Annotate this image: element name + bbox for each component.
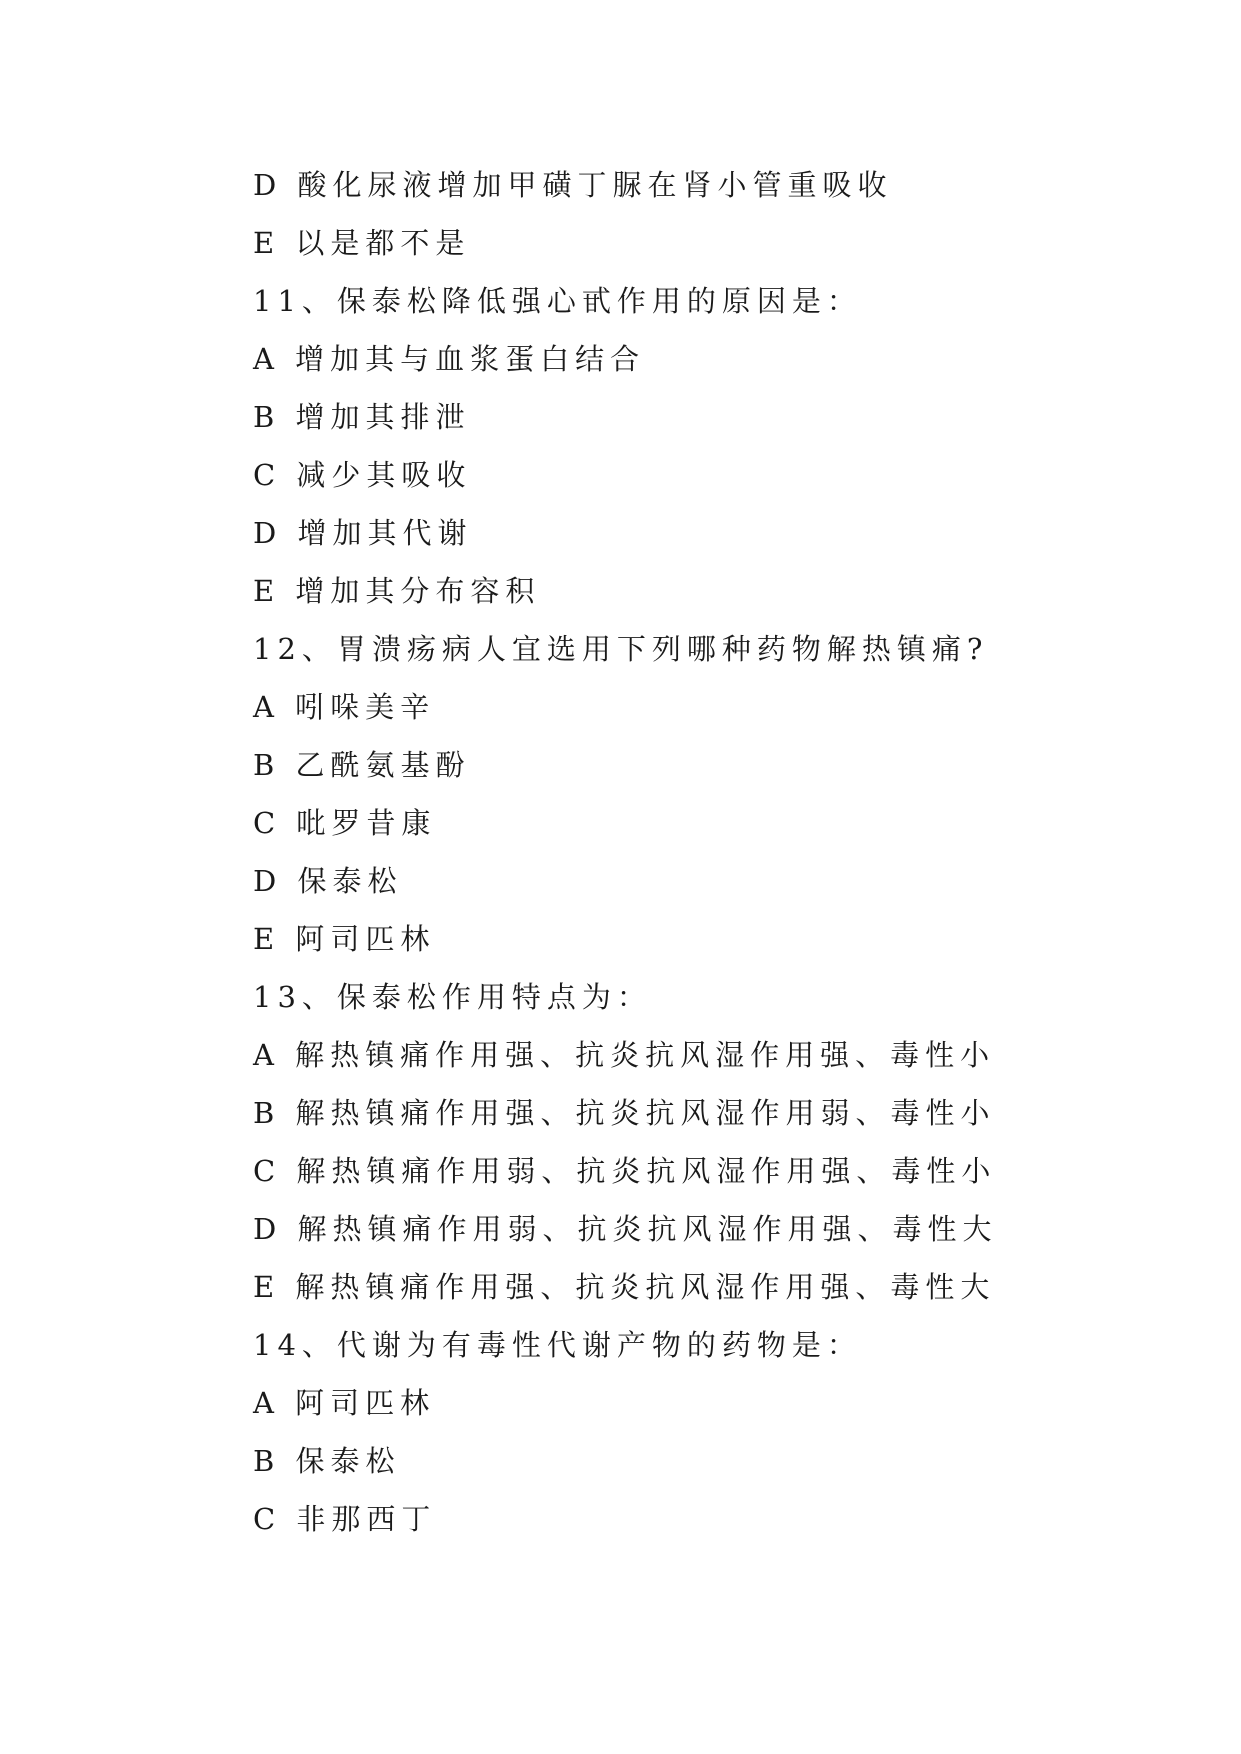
option-line: A 增加其与血浆蛋白结合 bbox=[253, 342, 646, 376]
option-line: D 增加其代谢 bbox=[253, 516, 473, 550]
option-line: D 解热镇痛作用弱、抗炎抗风湿作用强、毒性大 bbox=[253, 1212, 998, 1246]
option-line: B 保泰松 bbox=[253, 1444, 401, 1478]
option-line: E 解热镇痛作用强、抗炎抗风湿作用强、毒性大 bbox=[253, 1270, 996, 1304]
option-line: C 非那西丁 bbox=[253, 1502, 437, 1536]
option-line: D 酸化尿液增加甲磺丁脲在肾小管重吸收 bbox=[253, 168, 893, 202]
option-line: C 吡罗昔康 bbox=[253, 806, 437, 840]
option-line: B 乙酰氨基酚 bbox=[253, 748, 471, 782]
option-line: E 阿司匹林 bbox=[253, 922, 436, 956]
option-line: B 解热镇痛作用强、抗炎抗风湿作用弱、毒性小 bbox=[253, 1096, 996, 1130]
option-line: A 吲哚美辛 bbox=[253, 690, 436, 724]
option-line: A 解热镇痛作用强、抗炎抗风湿作用强、毒性小 bbox=[253, 1038, 996, 1072]
option-line: C 减少其吸收 bbox=[253, 458, 472, 492]
option-line: C 解热镇痛作用弱、抗炎抗风湿作用强、毒性小 bbox=[253, 1154, 997, 1188]
question-line: 12、胃溃疡病人宜选用下列哪种药物解热镇痛? bbox=[253, 632, 989, 666]
question-line: 14、代谢为有毒性代谢产物的药物是： bbox=[253, 1328, 862, 1362]
option-line: D 保泰松 bbox=[253, 864, 403, 898]
option-line: E 以是都不是 bbox=[253, 226, 471, 260]
option-line: E 增加其分布容积 bbox=[253, 574, 541, 608]
question-line: 11、保泰松降低强心甙作用的原因是： bbox=[253, 284, 862, 318]
question-line: 13、保泰松作用特点为： bbox=[253, 980, 652, 1014]
option-line: B 增加其排泄 bbox=[253, 400, 471, 434]
option-line: A 阿司匹林 bbox=[253, 1386, 436, 1420]
